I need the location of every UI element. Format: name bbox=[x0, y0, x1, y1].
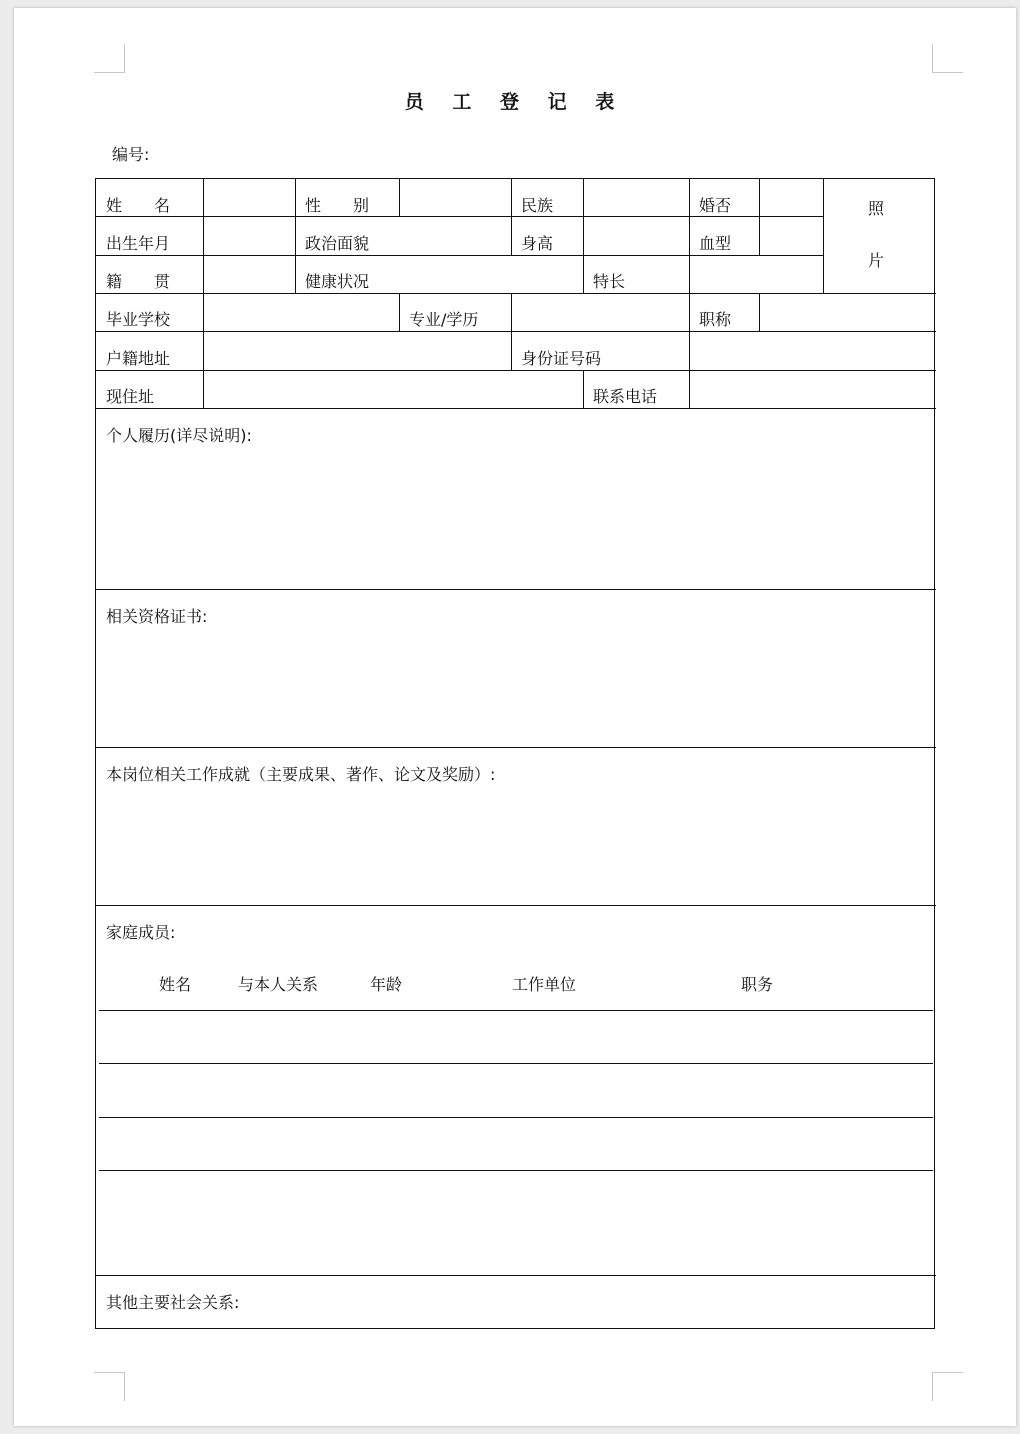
field-political[interactable] bbox=[400, 217, 511, 255]
family-row[interactable] bbox=[99, 1171, 933, 1274]
label-blood: 血型 bbox=[699, 234, 732, 253]
field-birth[interactable] bbox=[204, 217, 295, 255]
label-political: 政治面貌 bbox=[305, 234, 370, 253]
family-row[interactable] bbox=[99, 1064, 933, 1117]
field-blood[interactable] bbox=[760, 217, 823, 255]
field-gender[interactable] bbox=[400, 179, 511, 216]
family-row[interactable] bbox=[99, 1011, 933, 1063]
label-ethnicity: 民族 bbox=[521, 196, 554, 215]
field-height[interactable] bbox=[584, 217, 689, 255]
label-job-title: 职称 bbox=[699, 310, 732, 329]
field-major[interactable] bbox=[512, 294, 689, 331]
column-divider bbox=[399, 293, 400, 331]
family-header-position: 职务 bbox=[741, 975, 774, 994]
corner-mark-top-left bbox=[94, 44, 125, 73]
column-divider bbox=[511, 331, 512, 370]
family-header-age: 年龄 bbox=[370, 975, 403, 994]
resume-textarea[interactable] bbox=[96, 449, 934, 587]
field-school[interactable] bbox=[204, 294, 399, 331]
field-address[interactable] bbox=[204, 371, 583, 408]
field-hukou[interactable] bbox=[204, 332, 511, 370]
serial-number-label[interactable]: 编号: bbox=[112, 145, 150, 164]
label-gender: 性 别 bbox=[305, 196, 370, 215]
achievements-textarea[interactable] bbox=[96, 787, 934, 903]
field-health[interactable] bbox=[400, 256, 583, 293]
photo-label-top: 照 bbox=[868, 199, 885, 218]
label-health: 健康状况 bbox=[305, 272, 370, 291]
section-achievements-label: 本岗位相关工作成就（主要成果、著作、论文及奖励）: bbox=[106, 765, 496, 784]
corner-mark-top-right bbox=[932, 44, 963, 73]
label-specialty: 特长 bbox=[593, 272, 626, 291]
column-divider bbox=[295, 179, 296, 293]
label-native-place: 籍 贯 bbox=[106, 272, 171, 291]
photo-label-bottom: 片 bbox=[868, 251, 885, 270]
corner-mark-bottom-left bbox=[94, 1372, 125, 1401]
field-id-number[interactable] bbox=[690, 332, 934, 370]
field-ethnicity[interactable] bbox=[584, 179, 689, 216]
corner-mark-bottom-right bbox=[932, 1372, 963, 1401]
label-phone: 联系电话 bbox=[593, 387, 658, 406]
form-title: 员 工 登 记 表 bbox=[404, 91, 626, 113]
family-header-employer: 工作单位 bbox=[512, 975, 577, 994]
row-divider bbox=[96, 747, 936, 748]
label-birth: 出生年月 bbox=[106, 234, 171, 253]
label-school: 毕业学校 bbox=[106, 310, 171, 329]
column-divider bbox=[511, 179, 512, 255]
label-height: 身高 bbox=[521, 234, 554, 253]
label-hukou: 户籍地址 bbox=[106, 349, 171, 368]
registration-form-table bbox=[95, 178, 935, 1329]
label-major: 专业/学历 bbox=[409, 310, 479, 329]
section-certificates-label: 相关资格证书: bbox=[106, 607, 208, 626]
field-phone[interactable] bbox=[690, 371, 934, 408]
column-divider bbox=[583, 370, 584, 408]
column-divider bbox=[583, 255, 584, 293]
section-social-label: 其他主要社会关系: bbox=[106, 1293, 240, 1312]
family-row[interactable] bbox=[99, 1118, 933, 1170]
label-name: 姓 名 bbox=[106, 196, 171, 215]
field-job-title[interactable] bbox=[760, 294, 934, 331]
field-name[interactable] bbox=[204, 179, 295, 216]
certificates-textarea[interactable] bbox=[96, 629, 934, 745]
family-header-relation: 与本人关系 bbox=[238, 975, 319, 994]
field-marital[interactable] bbox=[760, 179, 823, 216]
family-header-name: 姓名 bbox=[159, 975, 192, 994]
section-family-label: 家庭成员: bbox=[106, 923, 176, 942]
social-relations-field[interactable] bbox=[276, 1276, 932, 1326]
label-id-number: 身份证号码 bbox=[521, 349, 602, 368]
row-divider bbox=[96, 905, 936, 906]
row-divider bbox=[96, 408, 936, 409]
label-marital: 婚否 bbox=[699, 196, 732, 215]
label-address: 现住址 bbox=[106, 387, 155, 406]
field-specialty[interactable] bbox=[690, 256, 823, 293]
field-native-place[interactable] bbox=[204, 256, 295, 293]
row-divider bbox=[96, 589, 936, 590]
section-resume-label: 个人履历(详尽说明): bbox=[106, 426, 252, 445]
